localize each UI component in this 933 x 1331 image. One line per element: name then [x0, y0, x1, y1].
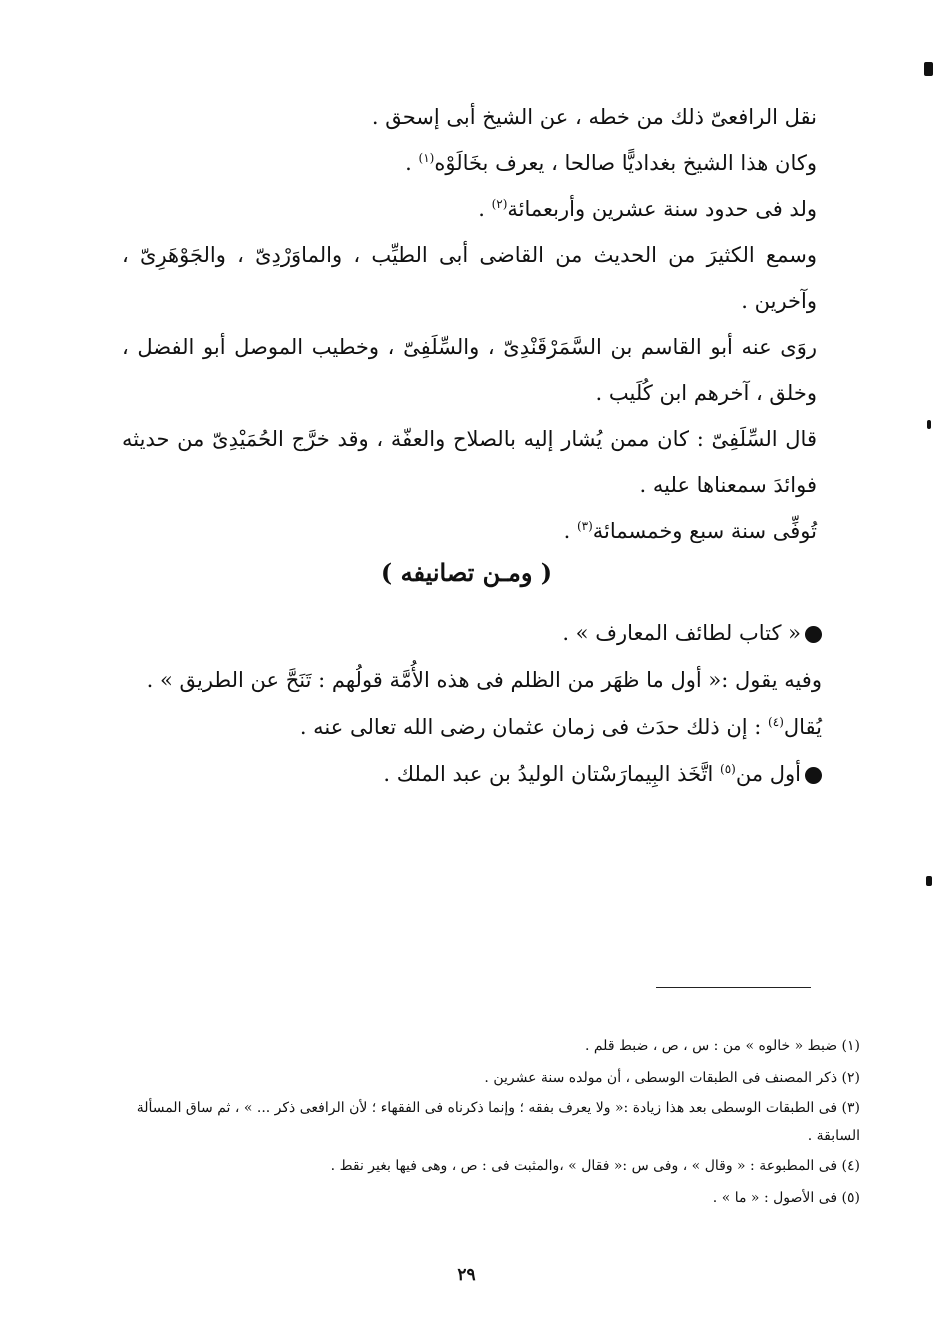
- paragraph: [122, 140, 817, 186]
- paragraph-text: : إن ذلك حدَث فى زمان عثمان رضى الله تعالى عنه .: [299, 715, 769, 739]
- bullet-icon: [805, 626, 822, 643]
- paragraph: [122, 508, 817, 554]
- paragraph-text: .: [405, 151, 419, 175]
- footnote-ref: (٤): [768, 715, 784, 729]
- footnote: (٣) فى الطبقات الوسطى بعد هذا زيادة :« ولا يعرف بفقه ؛ وإنما ذكرناه فى الفقهاء ؛ لأن الرافعى ذكر ... » ، ثم ساق المسألة السابقة .: [136, 1100, 860, 1144]
- footnote: (١) ضبط « خالوه » من : س ، ص ، ضبط قلم .: [584, 1038, 860, 1054]
- section-heading: ( ومـن تصانيفه ): [380, 558, 553, 587]
- paragraph-text: اتَّخَذ البِيمارَسْتان الوليدُ بن عبد الملك .: [383, 762, 721, 786]
- margin-mark: [927, 420, 931, 429]
- footnote: (٤) فى المطبوعة : « وقال » ، وفى س :« فقال » ،والمثبت فى : ص ، وهى فيها بغير نقط .: [330, 1158, 860, 1174]
- footnote: (٢) ذكر المصنف فى الطبقات الوسطى ، أن مولده سنة عشرين .: [484, 1070, 860, 1086]
- paragraph: قال السِّلَفِىّ : كان ممن يُشار إليه بالصلاح والعفّة ، وقد خرَّج الحُمَيْدِىّ من حديثه فوائدَ سمعناها عليه .: [122, 427, 817, 497]
- footnote: (٥) فى الأصول : « ما » .: [712, 1190, 860, 1206]
- paragraph: روَى عنه أبو القاسم بن السَّمَرْقَنْدِىّ ، والسِّلَفِىّ ، وخطيب الموصل أبو الفضل ، وخلق ، آخرهم ابن كُلَيب .: [122, 335, 817, 405]
- paragraph-text: .: [478, 197, 492, 221]
- paragraph-text: ولد فى حدود سنة عشرين وأربعمائة: [507, 197, 817, 221]
- paragraph-text: يُقال: [783, 715, 822, 739]
- list-item: [122, 751, 822, 798]
- footnote-ref: (٥): [720, 762, 736, 776]
- works-list: [122, 610, 822, 798]
- bullet-icon: [805, 767, 822, 784]
- paragraph-text: أول من: [735, 762, 801, 786]
- paragraph-text: تُوفِّى سنة سبع وخمسمائة: [592, 519, 817, 543]
- footnote-ref: (١): [418, 151, 435, 165]
- footnote-ref: (٣): [576, 519, 593, 533]
- paragraph-text: وكان هذا الشيخ بغداديًّا صالحا ، يعرف بخَالَوْه: [434, 151, 817, 175]
- paragraph-text: .: [563, 519, 577, 543]
- margin-mark: [926, 876, 932, 886]
- paragraph: نقل الرافعىّ ذلك من خطه ، عن الشيخ أبى إسحق .: [371, 105, 817, 129]
- footnote-divider: [656, 987, 811, 988]
- margin-mark: [924, 62, 933, 76]
- biography-text: [122, 94, 817, 554]
- paragraph: [122, 186, 817, 232]
- work-title: « كتاب لطائف المعارف » .: [562, 621, 801, 645]
- list-item: [122, 610, 822, 657]
- page-number: ٢٩: [457, 1265, 476, 1285]
- footnotes: [122, 1030, 860, 1214]
- paragraph: وسمع الكثيرَ من الحديث من القاضى أبى الطيِّب ، والماوَرْدِىّ ، والجَوْهَرِىّ ، وآخرين .: [122, 243, 817, 313]
- paragraph: [122, 704, 822, 751]
- paragraph: وفيه يقول :« أول ما ظهَر من الظلم فى هذه الأُمَّة قولُهم : تَنَحَّ عن الطريق » .: [146, 668, 822, 692]
- footnote-ref: (٢): [491, 197, 508, 211]
